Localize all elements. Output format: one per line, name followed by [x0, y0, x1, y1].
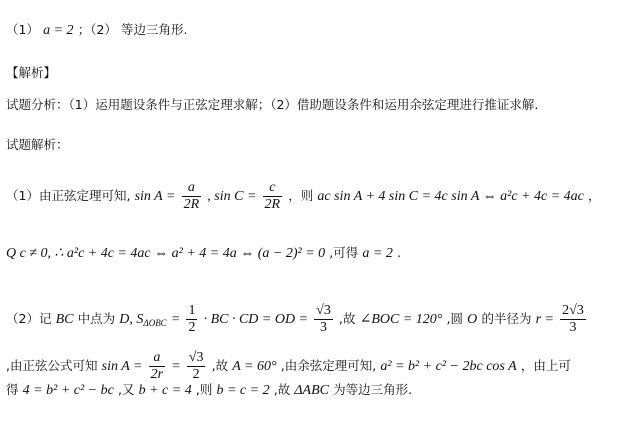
- answer-line: [6, 20, 188, 41]
- fraction-numerator: 2√3: [562, 303, 584, 318]
- answer-part2-text: 等边三角形.: [121, 22, 188, 37]
- sinA-lhs: sin A =: [134, 189, 176, 204]
- part1-line1: [6, 180, 601, 213]
- part1-then: ，则: [288, 188, 314, 203]
- fraction-sqrt3-over-2: [187, 350, 206, 383]
- angle-expr: ∠BOC = 120°: [359, 312, 443, 327]
- part2-line3-mid: ,又: [117, 382, 135, 397]
- fraction-numerator: √3: [188, 350, 204, 365]
- area-expr: D, $S_{\Delta OBC}$: [119, 312, 167, 328]
- sinA2-lhs: sin A =: [101, 359, 143, 374]
- equals: =: [171, 359, 181, 374]
- part2-line3-start: 得: [6, 382, 19, 397]
- cosine-text: ,由余弦定理可知,: [280, 358, 377, 373]
- fraction-denominator: 2R: [264, 197, 281, 212]
- part2-line2-tail: ，由上可: [520, 358, 571, 373]
- part2-mid-text: 中点为: [77, 311, 116, 326]
- fraction-numerator: a: [149, 350, 165, 367]
- radius-text: 的半径为: [481, 311, 532, 326]
- fraction-denominator: 2r: [150, 367, 164, 382]
- part2-line3-end: 为等边三角形.: [333, 382, 413, 397]
- fraction-numerator: c: [263, 180, 283, 197]
- fraction-denominator: 3: [320, 320, 328, 335]
- part2-line2-start: ,由正弦公式可知: [6, 358, 98, 373]
- part1-result: a = 2: [362, 246, 393, 261]
- answer-part1-expr: a = 2: [43, 23, 74, 38]
- analysis-heading: 【解析】: [6, 65, 57, 80]
- part1-comma: ，: [588, 188, 601, 203]
- part1-line2: [6, 243, 401, 264]
- circle-text: ,圆: [446, 311, 464, 326]
- answer-part1-label: （1）: [6, 22, 39, 37]
- angle-text: ,故: [339, 311, 356, 326]
- triangle-ABC: ΔABC: [294, 383, 330, 398]
- part2-line1: [6, 303, 588, 336]
- fraction-denominator: 3: [569, 320, 577, 335]
- fraction-2sqrt3-over-3: [560, 303, 586, 336]
- result-expr: b = c = 2: [216, 383, 270, 398]
- area-mid-expr: · BC · CD = OD =: [203, 312, 309, 327]
- fraction-c-over-2R: [263, 180, 283, 213]
- analysis-text: 试题分析：（1）运用题设条件与正弦定理求解；（2）借助题设条件和运用余弦定理进行推证求解.: [6, 97, 539, 112]
- fraction-denominator: 2R: [183, 197, 200, 212]
- part2-line2: [6, 350, 571, 383]
- part2-line3-then: ,则: [195, 382, 213, 397]
- part2-line3-expr: 4 = b² + c² − bc: [22, 383, 114, 398]
- part1-intro: （1）由正弦定理可知,: [6, 188, 131, 203]
- equals: =: [170, 312, 181, 327]
- cosine-expr: a² = b² + c² − 2bc cos A: [380, 359, 517, 374]
- fraction-denominator: 2: [192, 367, 200, 382]
- sum-expr: b + c = 4: [138, 383, 192, 398]
- fraction-denominator: 2: [188, 320, 196, 335]
- part2-intro: （2）记: [6, 311, 52, 326]
- part1-line2-tail: ,可得: [329, 245, 359, 260]
- part2-line3-so: ,故: [273, 382, 291, 397]
- point-O: O: [467, 312, 478, 327]
- part2-line2-mid: ,故: [211, 358, 229, 373]
- part2-line3: [6, 380, 412, 401]
- part1-line2-expr: Q c ≠ 0, ∴ a²c + 4c = 4ac ⇔ a² + 4 = 4a ⇔ (a − 2)² = 0: [6, 246, 326, 261]
- solution-heading: 试题解析：: [6, 137, 69, 152]
- sinC-lhs: , sin C =: [207, 189, 257, 204]
- part1-equation: ac sin A + 4 sin C = 4c sin A ⇔ a²c + 4c = 4ac: [317, 189, 584, 204]
- fraction-a-over-2r: [149, 350, 165, 383]
- fraction-numerator: √3: [316, 303, 331, 318]
- fraction-numerator: a: [182, 180, 202, 197]
- answer-separator: ；（2）: [77, 22, 117, 37]
- fraction-a-over-2R: [182, 180, 202, 213]
- angle-A-60: A = 60°: [232, 359, 277, 374]
- segment-BC: BC: [55, 312, 74, 327]
- part1-end: .: [397, 245, 401, 260]
- fraction-sqrt3-over-3: [314, 303, 333, 336]
- fraction-one-half: [186, 303, 197, 336]
- radius-lhs: r =: [535, 312, 554, 327]
- fraction-numerator: 1: [188, 303, 196, 318]
